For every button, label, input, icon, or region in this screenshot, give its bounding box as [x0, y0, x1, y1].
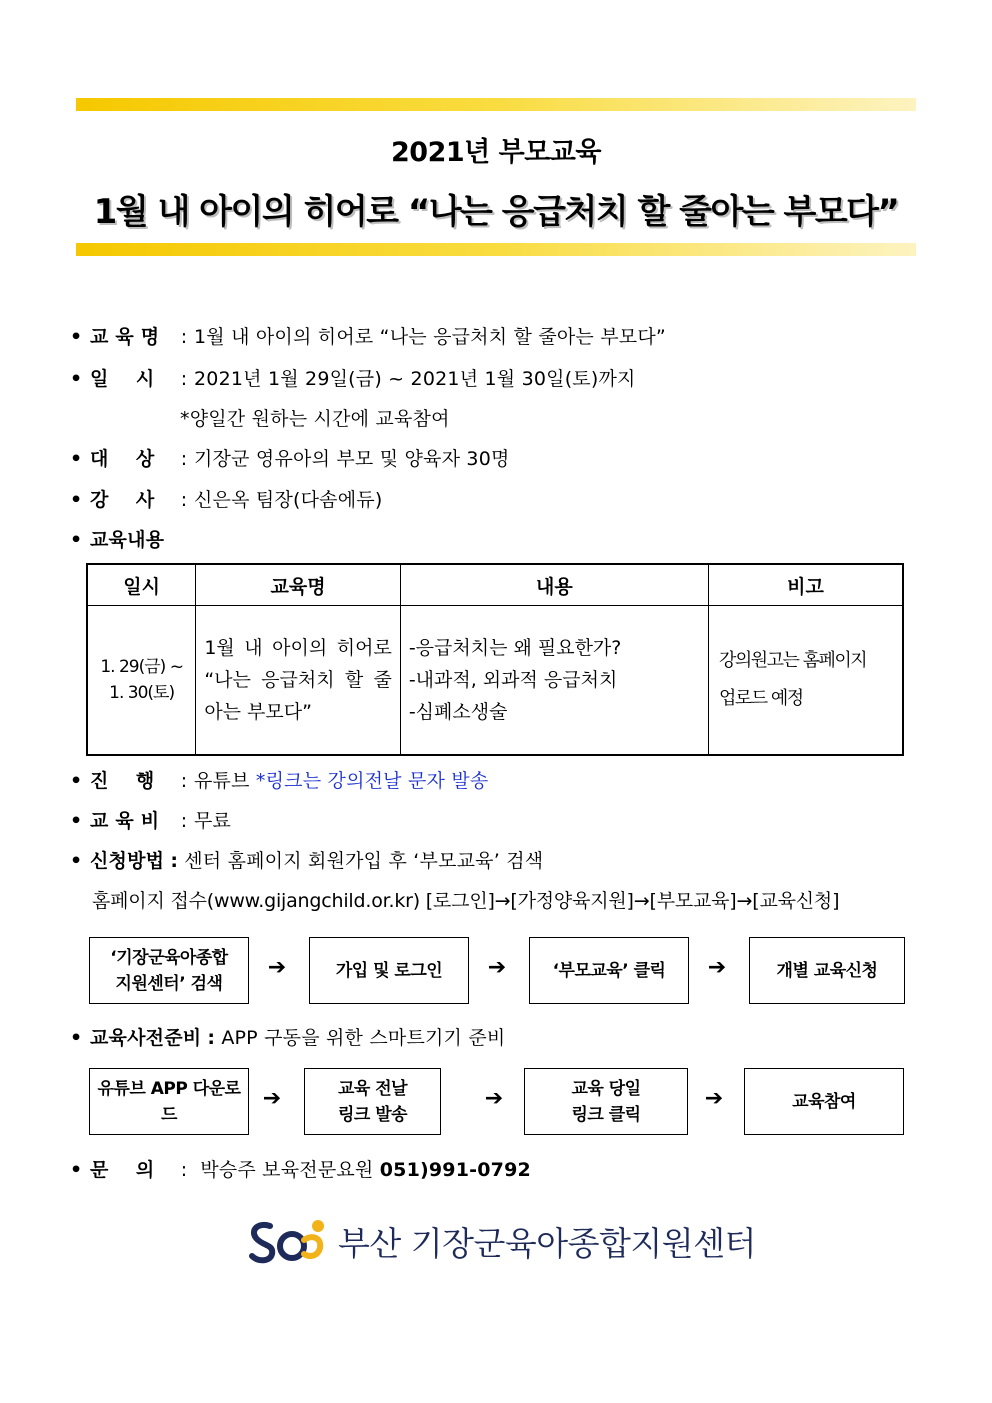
info-value: 유튜브 — [194, 770, 250, 792]
center-logo-icon — [248, 1216, 332, 1266]
org-name: 부산 기장군육아종합지원센터 — [338, 1223, 756, 1263]
prep-step-attend: 교육참여 — [744, 1068, 904, 1135]
arrow-right-icon: ➔ — [262, 1086, 282, 1111]
info-course-name: • 교 육 명 : 1월 내 아이의 히어로 “나는 응급처치 할 줄아는 부모다” — [70, 322, 666, 349]
arrow-right-icon: ➔ — [487, 955, 507, 980]
info-apply: • 신청방법 : 센터 홈페이지 회원가입 후 ‘부모교육’ 검색 — [70, 846, 543, 873]
table-cell-name: 1월 내 아이의 히어로 “나는 응급처치 할 줄아는 부모다” — [196, 606, 401, 756]
table-header-content: 내용 — [400, 564, 708, 606]
arrow-right-icon: ➔ — [267, 955, 287, 980]
prep-step-link-click: 교육 당일 링크 클릭 — [524, 1068, 688, 1135]
bullet-icon: • — [70, 770, 83, 792]
info-schedule-note: *양일간 원하는 시간에 교육참여 — [180, 408, 450, 430]
table-cell-note: 강의원고는 홈페이지 업로드 예정 — [708, 606, 903, 756]
info-value: 2021년 1월 29일(금) ~ 2021년 1월 30일(토)까지 — [194, 368, 636, 390]
contact-name: 박승주 보육전문요원 — [200, 1159, 374, 1181]
apply-step-login: 가입 및 로그인 — [309, 937, 469, 1004]
apply-step-search: ‘기장군육아종합 지원센터’ 검색 — [89, 937, 249, 1004]
link-notice: *링크는 강의전날 문자 발송 — [255, 770, 489, 792]
prep-step-download: 유튜브 APP 다운로드 — [89, 1068, 249, 1135]
info-value: 무료 — [194, 810, 232, 832]
info-schedule: • 일 시 : 2021년 1월 29일(금) ~ 2021년 1월 30일(토)까지 — [70, 364, 636, 391]
info-label: 대 상 — [90, 448, 155, 470]
bullet-icon: • — [70, 810, 83, 832]
info-value: 센터 홈페이지 회원가입 후 ‘부모교육’ 검색 — [184, 850, 544, 872]
info-label: 문 의 — [90, 1159, 155, 1181]
info-label: 교육내용 — [90, 529, 165, 551]
arrow-right-icon: ➔ — [707, 955, 727, 980]
info-instructor: • 강 사 : 신은옥 팀장(다솜에듀) — [70, 485, 382, 512]
table-header-row — [87, 564, 903, 606]
info-target: • 대 상 : 기장군 영유아의 부모 및 양육자 30명 — [70, 444, 510, 471]
apply-step-click: ‘부모교육’ 클릭 — [529, 937, 689, 1004]
info-label: 교육사전준비 — [90, 1027, 202, 1049]
apply-step-register: 개별 교육신청 — [749, 937, 905, 1004]
schedule-table — [86, 563, 904, 756]
table-row — [87, 606, 903, 756]
bullet-icon: • — [70, 850, 83, 872]
info-value: 신은옥 팀장(다솜에듀) — [194, 489, 383, 511]
top-accent-bar — [76, 98, 916, 111]
info-contact: • 문 의 : 박승주 보육전문요원 051)991-0792 — [70, 1155, 531, 1182]
info-value: APP 구동을 위한 스마트기기 준비 — [221, 1027, 506, 1049]
info-label: 신청방법 — [90, 850, 165, 872]
bullet-icon: • — [70, 529, 83, 551]
info-fee: • 교 육 비 : 무료 — [70, 806, 231, 833]
info-progress: • 진 행 : 유튜브 *링크는 강의전날 문자 발송 — [70, 766, 488, 793]
info-label: 진 행 — [90, 770, 155, 792]
table-cell-date: 1. 29(금) ~ 1. 30(토) — [87, 606, 196, 756]
apply-detail: 홈페이지 접수(www.gijangchild.or.kr) [로그인]→[가정양육지원]→[부모교육]→[교육신청] — [92, 890, 840, 912]
bullet-icon: • — [70, 1159, 83, 1181]
bullet-icon: • — [70, 326, 83, 348]
info-label: 교 육 명 — [90, 326, 160, 348]
org-logo — [248, 1216, 756, 1266]
bullet-icon: • — [70, 489, 83, 511]
info-content-heading — [70, 525, 164, 552]
info-label: 강 사 — [90, 489, 155, 511]
bottom-accent-bar — [76, 243, 916, 256]
bullet-icon: • — [70, 368, 83, 390]
table-header-name: 교육명 — [196, 564, 401, 606]
info-prep: • 교육사전준비 : APP 구동을 위한 스마트기기 준비 — [70, 1023, 505, 1050]
prep-step-link-send: 교육 전날 링크 발송 — [304, 1068, 441, 1135]
page-title: 1월 내 아이의 히어로 “나는 응급처치 할 줄아는 부모다” — [93, 192, 899, 232]
bullet-icon: • — [70, 448, 83, 470]
table-header-note: 비고 — [708, 564, 903, 606]
info-label: 교 육 비 — [90, 810, 160, 832]
info-value: 기장군 영유아의 부모 및 양육자 30명 — [194, 448, 510, 470]
table-cell-content: -응급처치는 왜 필요한가? -내과적, 외과적 응급처치 -심폐소생술 — [400, 606, 708, 756]
table-header-date: 일시 — [87, 564, 196, 606]
info-label: 일 시 — [90, 368, 155, 390]
contact-phone: 051)991-0792 — [379, 1159, 531, 1181]
page-subtitle: 2021년 부모교육 — [391, 137, 601, 168]
info-value: 1월 내 아이의 히어로 “나는 응급처치 할 줄아는 부모다” — [194, 326, 666, 348]
bullet-icon: • — [70, 1027, 83, 1049]
arrow-right-icon: ➔ — [484, 1086, 504, 1111]
arrow-right-icon: ➔ — [704, 1086, 724, 1111]
